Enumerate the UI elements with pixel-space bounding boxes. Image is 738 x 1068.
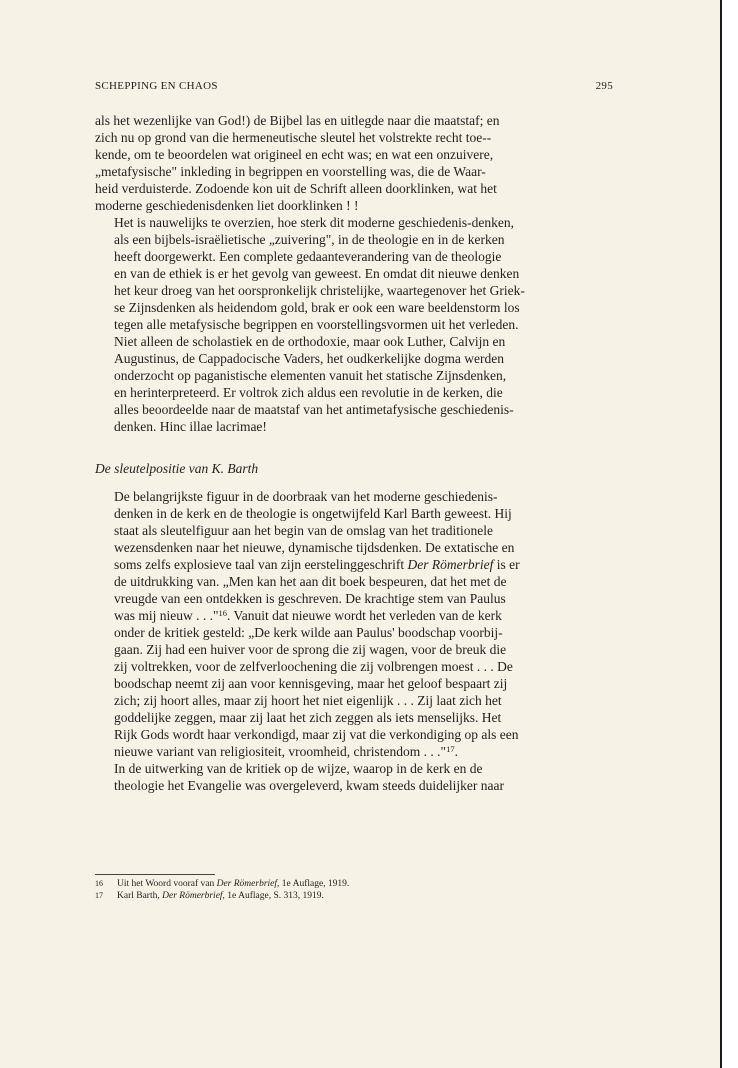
text-line: de uitdrukking van. „Men kan het aan dit boek bespeuren, dat het met de — [114, 574, 507, 589]
text-line: Rijk Gods wordt haar verkondigd, maar zij vat die verkondiging op als een — [114, 727, 519, 742]
text-line: wezensdenken naar het nieuwe, dynamische tijdsdenken. De extatische en — [114, 540, 515, 555]
footnote-text — [117, 878, 349, 890]
text-run: Uit het Woord vooraf van — [117, 879, 217, 889]
text-line: als het wezenlijke van God!) de Bijbel las en uitlegde naar die maatstaf; en — [95, 113, 500, 128]
text-run: soms zelfs explosieve taal van zijn eerstelinggeschrift — [114, 557, 408, 572]
body-text-bottom — [95, 488, 613, 794]
text-run: , 1e Auflage, S. 313, 1919. — [222, 891, 324, 901]
text-line — [95, 607, 613, 624]
text-line: moderne geschiedenisdenken liet doorklinken ! ! — [95, 198, 359, 213]
text-line: heid verduisterde. Zodoende kon uit de Schrift alleen doorklinken, wat het — [95, 181, 497, 196]
text-line: Niet alleen de scholastiek en de orthodoxie, maar ook Luther, Calvijn en — [114, 334, 506, 349]
text-line: onder de kritiek gesteld: „De kerk wilde aan Paulus' boodschap voorbij- — [114, 625, 503, 640]
footnote-text — [117, 890, 324, 902]
footnote-ref[interactable]: 16 — [218, 608, 227, 618]
text-line: en herinterpreteerd. Er voltrok zich aldus een revolutie in de kerken, die — [114, 385, 503, 400]
footnote-17 — [95, 890, 613, 902]
text-line: zich nu op grond van die hermeneutische sleutel het volstrekte recht toe-- — [95, 130, 492, 145]
section-heading: De sleutelpositie van K. Barth — [95, 461, 259, 476]
text-run: , 1e Auflage, 1919. — [277, 879, 350, 889]
text-line — [95, 556, 613, 573]
paragraph-1 — [95, 112, 613, 214]
footnote-divider — [95, 874, 215, 875]
text-line: vreugde van een ontdekken is geschreven. De krachtige stem van Paulus — [114, 591, 506, 606]
page-number: 295 — [595, 80, 613, 92]
text-line: kende, om te beoordelen wat origineel en echt was; en wat een onzuivere, — [95, 147, 494, 162]
book-title: Der Römerbrief — [216, 879, 278, 889]
footnote-16 — [95, 878, 613, 890]
text-line: alles beoordeelde naar de maatstaf van het antimetafysische geschiedenis- — [114, 402, 514, 417]
text-line: se Zijnsdenken als heidendom gold, brak er ook een ware beeldenstorm los — [114, 300, 520, 315]
text-line: goddelijke zeggen, maar zij laat het zich zeggen als iets menselijks. Het — [114, 710, 502, 725]
text-run: . Vanuit dat nieuwe wordt het verleden van de kerk — [227, 608, 502, 623]
text-line: staat als sleutelfiguur aan het begin van de omslag van het traditionele — [114, 523, 494, 538]
text-line: als een bijbels-israëlietische „zuivering", in de theologie en in de kerken — [114, 232, 505, 247]
text-line: boodschap neemt zij aan voor kennisgeving, maar het geloof bespaart zij — [114, 676, 508, 691]
text-line: De belangrijkste figuur in de doorbraak van het moderne geschiedenis- — [114, 489, 498, 504]
running-title: SCHEPPING EN CHAOS — [95, 80, 218, 92]
paragraph-3 — [95, 488, 613, 760]
text-line: gaan. Zij had een huiver voor de sprong die zij wagen, voor de breuk die — [114, 642, 507, 657]
book-title: Der Römerbrief — [407, 557, 494, 572]
text-line: heeft doorgewerkt. Een complete gedaanteverandering van de theologie — [114, 249, 502, 264]
text-line: denken in de kerk en de theologie is ongetwijfeld Karl Barth geweest. Hij — [114, 506, 512, 521]
text-line: In de uitwerking van de kritiek op de wijze, waarop in de kerk en de — [114, 761, 483, 776]
footnote-ref[interactable]: 17 — [446, 744, 455, 754]
text-line: theologie het Evangelie was overgeleverd, kwam steeds duidelijker naar — [114, 778, 504, 793]
paragraph-2 — [95, 214, 613, 435]
page-margin-strip — [722, 0, 738, 1068]
text-run: nieuwe variant van religiositeit, vroomheid, christendom . . ." — [114, 744, 447, 759]
text-line: Het is nauwelijks te overzien, hoe sterk dit moderne geschiedenis-denken, — [114, 215, 514, 230]
text-line: denken. Hinc illae lacrimae! — [114, 419, 267, 434]
text-line: „metafysische" inkleding in begrippen en voorstelling was, die de Waar- — [95, 164, 486, 179]
text-line: het keur droeg van het oorspronkelijk christelijke, waartegenover het Griek- — [114, 283, 525, 298]
text-line: Augustinus, de Cappadocische Vaders, het oudkerkelijke dogma werden — [114, 351, 505, 366]
text-line: onderzocht op paganistische elementen vanuit het statische Zijnsdenken, — [114, 368, 507, 383]
text-line — [95, 743, 613, 760]
text-line: zij voltrekken, voor de zelfverloochening die zij volbrengen moest . . . De — [114, 659, 513, 674]
text-run: is er — [493, 557, 520, 572]
text-run: . — [454, 744, 458, 759]
body-text-top — [95, 112, 613, 435]
footnotes — [95, 878, 613, 902]
footnote-number: 17 — [95, 891, 103, 900]
text-run: Karl Barth, — [117, 891, 163, 901]
text-line: tegen alle metafysische begrippen en voorstellingsvormen uit het verleden. — [114, 317, 519, 332]
paragraph-4 — [95, 760, 613, 794]
book-title: Der Römerbrief — [162, 891, 223, 901]
page-edge-line — [720, 0, 722, 1068]
text-run: was mij nieuw . . ." — [114, 608, 219, 623]
text-line: zich; zij hoort alles, maar zij hoort het niet eigenlijk . . . Zij laat zich het — [114, 693, 502, 708]
text-line: en van de ethiek is er het gevolg van geweest. En omdat dit nieuwe denken — [114, 266, 520, 281]
footnote-number: 16 — [95, 879, 103, 888]
running-header — [95, 80, 613, 92]
